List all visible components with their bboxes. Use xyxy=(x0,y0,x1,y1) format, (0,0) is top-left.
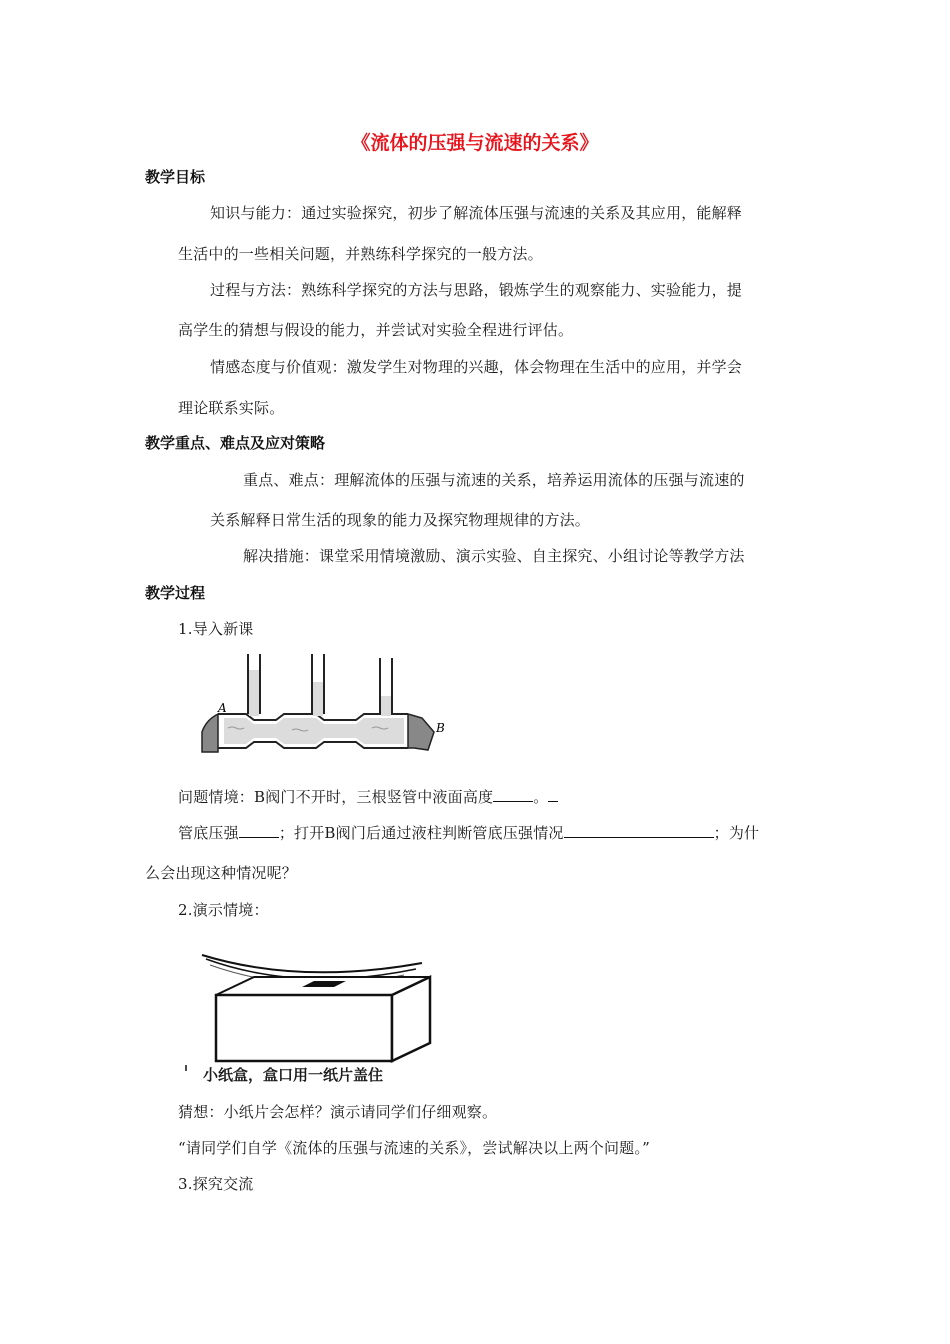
pressure-mid: ；打开B阀门后通过液柱判断管底压强情况 xyxy=(278,824,564,842)
solution-line: 解决措施：课堂采用情境激励、演示实验、自主探究、小组讨论等教学方法 xyxy=(243,547,745,565)
answer-blank-height[interactable] xyxy=(493,787,533,802)
heading-teaching-process: 教学过程 xyxy=(145,584,206,602)
label-b: B xyxy=(436,721,445,735)
step-3-label: 3.探究交流 xyxy=(178,1175,254,1193)
question-end: 。 xyxy=(533,788,549,806)
step-1-label: 1.导入新课 xyxy=(178,620,254,638)
pressure-line-2: 么会出现这种情况呢？ xyxy=(145,864,298,882)
pipe-tubes-diagram xyxy=(196,652,446,762)
answer-blank-pressure-change[interactable] xyxy=(564,823,714,838)
heading-key-points: 教学重点、难点及应对策略 xyxy=(145,434,326,452)
process-line-2: 高学生的猜想与假设的能力，并尝试对实验全程进行评估。 xyxy=(178,321,574,339)
process-line-1: 过程与方法：熟练科学探究的方法与思路，锻炼学生的观察能力、实验能力，提 xyxy=(210,281,743,299)
page-title: 《流体的压强与流速的关系》 xyxy=(351,132,599,154)
knowledge-line-2: 生活中的一些相关问题，并熟练科学探究的一般方法。 xyxy=(178,245,543,263)
emotion-line-1: 情感态度与价值观：激发学生对物理的兴趣，体会物理在生活中的应用，并学会 xyxy=(210,358,743,376)
pressure-prefix: 管底压强 xyxy=(178,824,239,842)
question-line xyxy=(178,786,558,807)
answer-blank-pressure[interactable] xyxy=(239,823,279,838)
key-line-2: 关系解释日常生活的现象的能力及探究物理规律的方法。 xyxy=(210,511,591,529)
diagram-2-caption: 小纸盒，盒口用一纸片盖住 xyxy=(203,1066,384,1084)
trailing-underline xyxy=(548,787,558,802)
heading-teaching-goals: 教学目标 xyxy=(145,168,206,186)
question-text: 问题情境：B阀门不开时，三根竖管中液面高度 xyxy=(178,788,494,806)
label-a: A xyxy=(218,701,227,715)
knowledge-line-1: 知识与能力：通过实验探究，初步了解流体压强与流速的关系及其应用，能解释 xyxy=(210,204,743,222)
quote-line: “请同学们自学《流体的压强与流速的关系》，尝试解决以上两个问题。” xyxy=(178,1139,650,1157)
guess-line: 猜想：小纸片会怎样？演示请同学们仔细观察。 xyxy=(178,1103,498,1121)
step-2-label: 2.演示情境： xyxy=(178,901,269,919)
key-line-1: 重点、难点：理解流体的压强与流速的关系，培养运用流体的压强与流速的 xyxy=(243,471,745,489)
pressure-line xyxy=(178,822,759,843)
pressure-suffix: ；为什 xyxy=(713,824,760,842)
emotion-line-2: 理论联系实际。 xyxy=(178,399,285,417)
